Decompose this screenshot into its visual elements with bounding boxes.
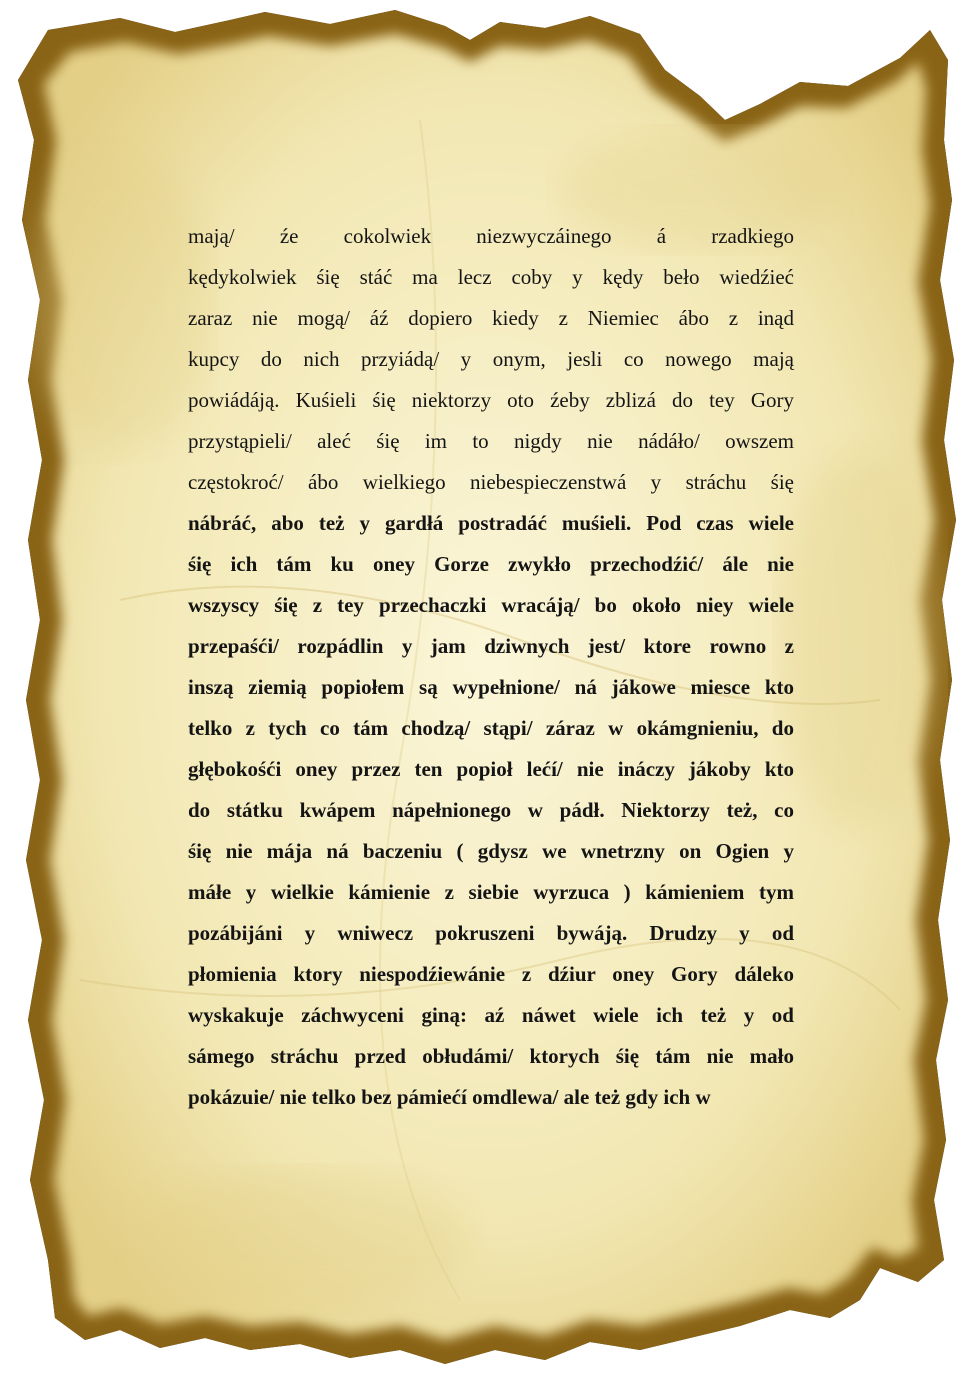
text-line: telko z tych co tám chodzą/ stąpi/ záraz w okámgnieniu, do [188,716,794,740]
text-line: częstokroć/ ábo wielkiego niebespieczenstwá y stráchu śię [188,470,794,494]
text-line: mają/ źe cokolwiek niezwyczáinego á rzadkiego [188,224,794,248]
document-text [188,216,794,1118]
text-line: zaraz nie mogą/ áź dopiero kiedy z Niemiec ábo z inąd [188,306,794,330]
text-line: powiádáją. Kuśieli śię niektorzy oto źeby zblizá do tey Gory [188,388,794,412]
text-line: pokázuie/ nie telko bez pámiećí omdlewa/ ale też gdy ich w [188,1085,711,1109]
paper-stain [780,450,940,830]
paper-stain [130,1170,470,1310]
text-line: śię nie mája ná baczeniu ( gdysz we wnetrzny on Ogien y [188,839,794,863]
text-line: kupcy do nich przyiádą/ y onym, jesli co nowego mają [188,347,794,371]
text-line: do státku kwápem nápełnionego w pádł. Niektorzy też, co [188,798,794,822]
text-line: śię ich tám ku oney Gorze zwykło przechodźić/ ále nie [188,552,794,576]
text-line: płomienia ktory niespodźiewánie z dźiur oney Gory dáleko [188,962,794,986]
text-line: wszyscy śię z tey przechaczki wracáją/ bo około niey wiele [188,593,794,617]
text-line: nábráć, abo też y gardłá postradáć muśieli. Pod czas wiele [188,511,794,535]
text-line: kędykolwiek śię stáć ma lecz coby y kędy beło wiedźieć [188,265,794,289]
text-line: przystąpieli/ aleć śię im to nigdy nie nádáło/ owszem [188,429,794,453]
text-line: sámego stráchu przed obłudámi/ ktorych śię tám nie mało [188,1044,794,1068]
text-line: máłe y wielkie kámienie z siebie wyrzuca ) kámieniem tym [188,880,794,904]
text-line: inszą ziemią popiołem są wypełnione/ ná jákowe miesce kto [188,675,794,699]
text-line: przepaśći/ rozpádlin y jam dziwnych jest/ ktore rowno z [188,634,794,658]
text-line: głębokośći oney przez ten popioł lećí/ nie ináczy jákoby kto [188,757,794,781]
text-line: pozábijáni y wniwecz pokruszeni bywáją. Drudzy y od [188,921,794,945]
text-line: wyskakuje záchwyceni giną: aź náwet wiele ich też y od [188,1003,794,1027]
paper-stain [30,150,210,450]
